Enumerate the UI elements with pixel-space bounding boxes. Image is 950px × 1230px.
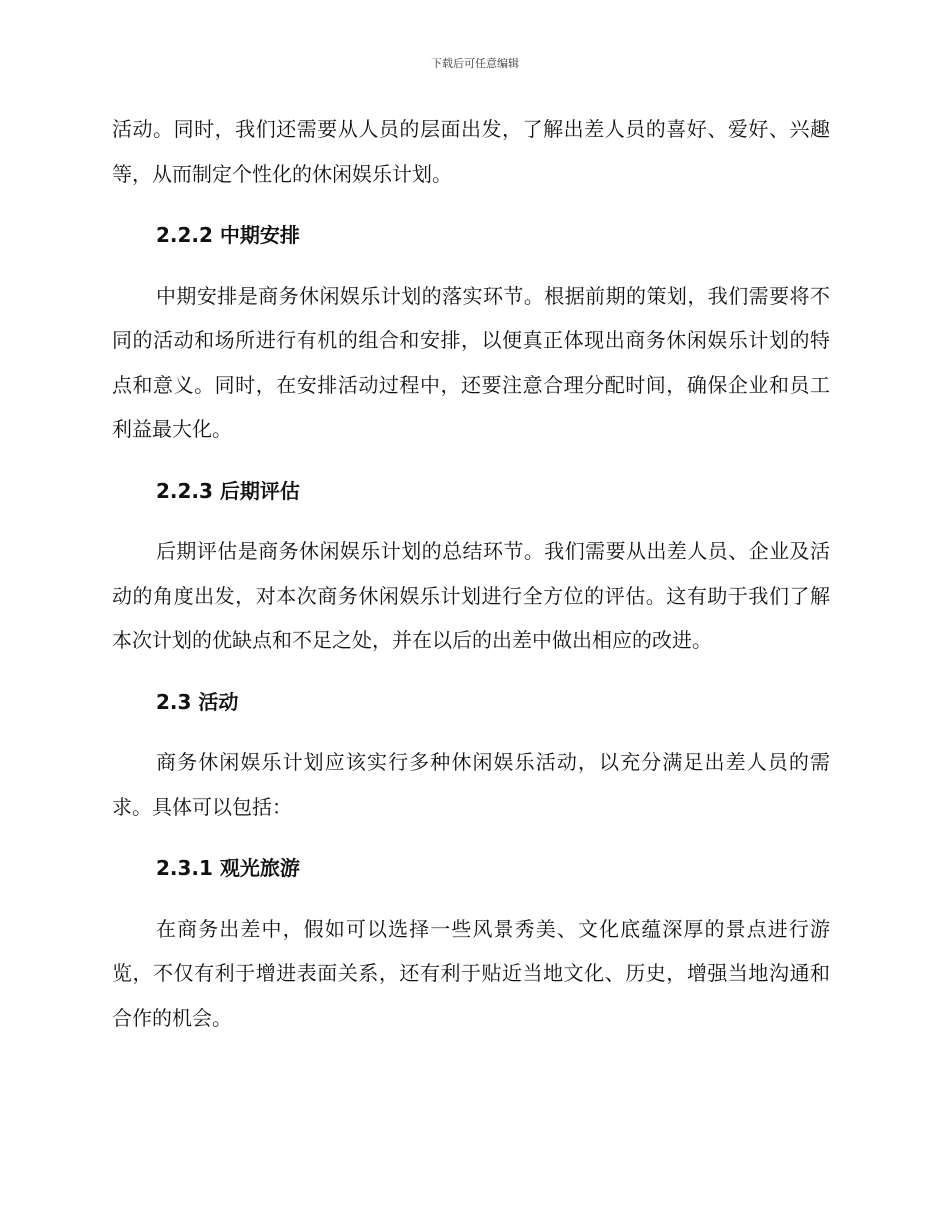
section-paragraph-2-3: 商务休闲娱乐计划应该实行多种休闲娱乐活动，以充分满足出差人员的需求。具体可以包括： (112, 750, 830, 819)
section-paragraph-2-2-2: 中期安排是商务休闲娱乐计划的落实环节。根据前期的策划，我们需要将不同的活动和场所进行有机的组合和安排，以便真正体现出商务休闲娱乐计划的特点和意义。同时，在安排活动过程中，还要注意合理分配时间，确保企业和员工利益最大化。 (112, 283, 830, 441)
section-paragraph-2-2-3: 后期评估是商务休闲娱乐计划的总结环节。我们需要从出差人员、企业及活动的角度出发，对本次商务休闲娱乐计划进行全方位的评估。这有助于我们了解本次计划的优缺点和不足之处，并在以后的出差中做出相应的改进。 (112, 539, 830, 652)
section-heading-2-2-3: 2.2.3 后期评估 (156, 478, 300, 503)
page-header: 下载后可任意编辑 (431, 57, 519, 70)
section-heading-2-3-1: 2.3.1 观光旅游 (156, 856, 300, 880)
section-paragraph-2-3-1: 在商务出差中，假如可以选择一些风景秀美、文化底蕴深厚的景点进行游览，不仅有利于增进表面关系，还有利于贴近当地文化、历史，增强当地沟通和合作的机会。 (112, 916, 830, 1030)
section-heading-2-2-2: 2.2.2 中期安排 (156, 223, 300, 247)
continuation-paragraph: 活动。同时，我们还需要从人员的层面出发，了解出差人员的喜好、爱好、兴趣等，从而制定个性化的休闲娱乐计划。 (112, 117, 830, 186)
document-body (112, 107, 830, 1040)
section-heading-2-3: 2.3 活动 (156, 689, 239, 714)
